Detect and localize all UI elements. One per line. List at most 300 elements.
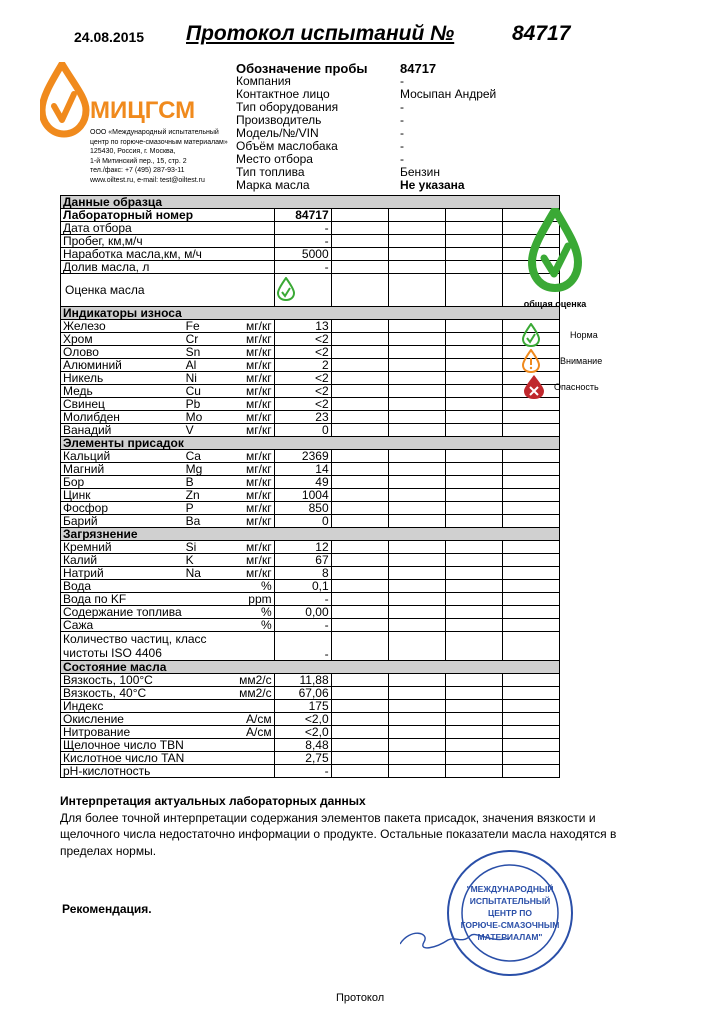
empty-cell (388, 346, 445, 359)
param-name: Алюминий (61, 359, 184, 372)
empty-cell (502, 593, 559, 606)
empty-cell (502, 411, 559, 424)
company-stamp (400, 848, 600, 978)
empty-cell (388, 580, 445, 593)
empty-cell (388, 619, 445, 632)
param-unit: мг/кг (232, 333, 275, 346)
sample-param: Пробег, км,м/ч (61, 235, 275, 248)
param-name: Сажа (61, 619, 184, 632)
empty-cell (445, 424, 502, 437)
oil-eval-label: Оценка масла (61, 274, 275, 307)
empty-cell (502, 489, 559, 502)
table-row (61, 261, 560, 274)
empty-cell (388, 502, 445, 515)
state-param: Окисление (61, 713, 232, 726)
param-unit: мг/кг (232, 320, 275, 333)
param-unit: мг/кг (232, 398, 275, 411)
table-row (61, 502, 560, 515)
empty-cell (445, 359, 502, 372)
param-unit: мг/кг (232, 385, 275, 398)
table-row (61, 515, 560, 528)
param-value: 850 (274, 502, 331, 515)
empty-cell (445, 398, 502, 411)
table-row (61, 235, 560, 248)
param-name: Фосфор (61, 502, 184, 515)
empty-cell (331, 320, 388, 333)
param-symbol: Na (184, 567, 232, 580)
param-symbol: Si (184, 541, 232, 554)
empty-cell (331, 209, 388, 222)
param-symbol: Cr (184, 333, 232, 346)
empty-cell (331, 752, 388, 765)
empty-cell (502, 619, 559, 632)
particles-value: - (274, 632, 331, 661)
results-table (60, 195, 560, 778)
param-symbol: Ba (184, 515, 232, 528)
param-unit: % (232, 619, 275, 632)
param-name: Барий (61, 515, 184, 528)
table-row (61, 541, 560, 554)
empty-cell (388, 765, 445, 778)
param-value: 0,00 (274, 606, 331, 619)
empty-cell (331, 713, 388, 726)
sample-param: Долив масла, л (61, 261, 275, 274)
table-row (61, 674, 560, 687)
section-row (61, 307, 560, 320)
param-unit: мг/кг (232, 554, 275, 567)
table-row (61, 489, 560, 502)
state-unit: А/см (232, 726, 275, 739)
state-value: 175 (274, 700, 331, 713)
empty-cell (445, 713, 502, 726)
param-name: Цинк (61, 489, 184, 502)
param-value: 8 (274, 567, 331, 580)
empty-cell (331, 580, 388, 593)
param-unit: мг/кг (232, 411, 275, 424)
empty-cell (388, 541, 445, 554)
table-row (61, 606, 560, 619)
empty-cell (388, 424, 445, 437)
empty-cell (502, 554, 559, 567)
param-unit: мг/кг (232, 502, 275, 515)
empty-cell (331, 385, 388, 398)
empty-cell (445, 463, 502, 476)
param-name: Бор (61, 476, 184, 489)
empty-cell (331, 274, 388, 307)
empty-cell (388, 261, 445, 274)
empty-cell (502, 463, 559, 476)
param-symbol (184, 619, 232, 632)
empty-cell (331, 333, 388, 346)
section-header: Индикаторы износа (61, 307, 560, 320)
empty-cell (388, 372, 445, 385)
param-name: Хром (61, 333, 184, 346)
section-header: Загрязнение (61, 528, 560, 541)
table-row (61, 411, 560, 424)
table-row (61, 713, 560, 726)
param-symbol: V (184, 424, 232, 437)
param-name: Вода (61, 580, 184, 593)
empty-cell (445, 700, 502, 713)
interpretation-text: Для более точной интерпретации содержания элементов пакета присадок, значения вязкости и щелочного числа недостаточно информации о продукте. Остальные показатели масла находятся в пределах нормы. (60, 810, 617, 858)
empty-cell (445, 372, 502, 385)
param-unit: мг/кг (232, 515, 275, 528)
table-row (61, 222, 560, 235)
sample-param: Наработка масла,км, м/ч (61, 248, 275, 261)
empty-cell (502, 450, 559, 463)
empty-cell (388, 632, 445, 661)
empty-cell (331, 739, 388, 752)
empty-cell (388, 567, 445, 580)
empty-cell (331, 502, 388, 515)
empty-cell (331, 261, 388, 274)
table-row (61, 726, 560, 739)
empty-cell (331, 411, 388, 424)
empty-cell (388, 489, 445, 502)
empty-cell (502, 606, 559, 619)
empty-cell (388, 248, 445, 261)
table-row (61, 700, 560, 713)
param-name: Калий (61, 554, 184, 567)
empty-cell (445, 222, 502, 235)
param-unit: мг/кг (232, 359, 275, 372)
empty-cell (331, 450, 388, 463)
oil-eval-cell (274, 274, 331, 307)
empty-cell (445, 726, 502, 739)
param-value: 13 (274, 320, 331, 333)
param-unit: мг/кг (232, 424, 275, 437)
empty-cell (445, 502, 502, 515)
empty-cell (388, 739, 445, 752)
param-unit: мг/кг (232, 476, 275, 489)
section-row (61, 528, 560, 541)
logo-text: МИЦГСМ (90, 97, 196, 124)
state-unit (232, 739, 275, 752)
empty-cell (331, 567, 388, 580)
sample-param-value: 5000 (274, 248, 331, 261)
param-value: 0,1 (274, 580, 331, 593)
empty-cell (502, 700, 559, 713)
param-value: <2 (274, 385, 331, 398)
table-row (61, 385, 560, 398)
empty-cell (502, 752, 559, 765)
param-value: 1004 (274, 489, 331, 502)
param-name: Ванадий (61, 424, 184, 437)
empty-cell (388, 385, 445, 398)
section-row (61, 661, 560, 674)
table-row (61, 359, 560, 372)
param-value: <2 (274, 346, 331, 359)
param-symbol: Ni (184, 372, 232, 385)
param-symbol: Zn (184, 489, 232, 502)
empty-cell (445, 450, 502, 463)
danger-icon (522, 374, 546, 400)
empty-cell (331, 463, 388, 476)
param-value: 12 (274, 541, 331, 554)
empty-cell (445, 606, 502, 619)
state-value: <2,0 (274, 726, 331, 739)
param-symbol: Mg (184, 463, 232, 476)
empty-cell (331, 541, 388, 554)
company-address: ООО «Международный испытательный центр по горюче-смазочным материалам» 125430, Россия, г. Москва, 1-й Митинский пер., 15, стр. 2 тел./факс: +7 (495) 287-93-11 www.oiltest.ru, e-mail: test@oiltest.ru (90, 129, 228, 184)
empty-cell (502, 541, 559, 554)
param-name: Молибден (61, 411, 184, 424)
param-name: Железо (61, 320, 184, 333)
empty-cell (445, 619, 502, 632)
param-name: Натрий (61, 567, 184, 580)
empty-cell (388, 359, 445, 372)
empty-cell (445, 385, 502, 398)
empty-cell (388, 554, 445, 567)
empty-cell (502, 713, 559, 726)
param-name: Свинец (61, 398, 184, 411)
state-unit: мм2/с (232, 687, 275, 700)
empty-cell (445, 554, 502, 567)
state-param: Вязкость, 100°С (61, 674, 232, 687)
empty-cell (445, 765, 502, 778)
lab-number-label: Лабораторный номер (61, 209, 275, 222)
sample-values: 84717 - Мосыпан Андрей - - - - - Бензин Не указана (400, 61, 497, 192)
empty-cell (445, 274, 502, 307)
sample-param-value: - (274, 261, 331, 274)
svg-text:ИСПЫТАТЕЛЬНЫЙ: ИСПЫТАТЕЛЬНЫЙ (469, 896, 551, 906)
empty-cell (331, 235, 388, 248)
state-param: pH-кислотность (61, 765, 232, 778)
empty-cell (502, 739, 559, 752)
param-value: 23 (274, 411, 331, 424)
empty-cell (445, 346, 502, 359)
recommendation: Рекомендация. (62, 902, 152, 916)
param-value: <2 (274, 372, 331, 385)
empty-cell (445, 593, 502, 606)
section-header: Данные образца (61, 196, 560, 209)
empty-cell (445, 580, 502, 593)
param-unit: мг/кг (232, 372, 275, 385)
table-row (61, 632, 560, 661)
empty-cell (445, 541, 502, 554)
param-value: - (274, 619, 331, 632)
svg-text:ЦЕНТР ПО: ЦЕНТР ПО (488, 908, 532, 918)
overall-label: общая оценка (523, 299, 587, 309)
empty-cell (502, 726, 559, 739)
empty-cell (388, 333, 445, 346)
empty-cell (445, 674, 502, 687)
param-name: Кальций (61, 450, 184, 463)
table-row (61, 593, 560, 606)
particles-label: Количество частиц, класс чистоты ISO 4406 (61, 632, 275, 661)
param-value: 2369 (274, 450, 331, 463)
empty-cell (388, 320, 445, 333)
param-value: 0 (274, 515, 331, 528)
param-value: 0 (274, 424, 331, 437)
empty-cell (331, 619, 388, 632)
param-symbol: Pb (184, 398, 232, 411)
empty-cell (388, 398, 445, 411)
page-footer: Протокол (336, 992, 385, 1004)
table-row (61, 687, 560, 700)
state-unit: А/см (232, 713, 275, 726)
table-row (61, 752, 560, 765)
empty-cell (502, 424, 559, 437)
empty-cell (331, 632, 388, 661)
empty-cell (445, 320, 502, 333)
empty-cell (388, 463, 445, 476)
param-value: - (274, 593, 331, 606)
empty-cell (388, 752, 445, 765)
state-unit (232, 765, 275, 778)
param-unit: мг/кг (232, 541, 275, 554)
empty-cell (331, 489, 388, 502)
param-unit: % (232, 580, 275, 593)
empty-cell (388, 687, 445, 700)
legend-attention: Внимание (522, 348, 602, 374)
rating-legend (522, 322, 602, 400)
table-row (61, 476, 560, 489)
param-symbol: K (184, 554, 232, 567)
empty-cell (502, 580, 559, 593)
empty-cell (502, 674, 559, 687)
empty-cell (502, 632, 559, 661)
param-symbol: Al (184, 359, 232, 372)
report-date: 24.08.2015 (74, 29, 145, 45)
param-unit: мг/кг (232, 463, 275, 476)
state-param: Нитрование (61, 726, 232, 739)
param-unit: % (232, 606, 275, 619)
param-symbol (184, 580, 232, 593)
empty-cell (445, 489, 502, 502)
param-symbol: Mo (184, 411, 232, 424)
param-symbol: Ca (184, 450, 232, 463)
empty-cell (502, 502, 559, 515)
empty-cell (445, 235, 502, 248)
state-value: 67,06 (274, 687, 331, 700)
table-row (61, 333, 560, 346)
empty-cell (502, 515, 559, 528)
param-symbol: Fe (184, 320, 232, 333)
svg-text:"МЕЖДУНАРОДНЫЙ: "МЕЖДУНАРОДНЫЙ (466, 884, 554, 894)
param-name: Содержание топлива (61, 606, 184, 619)
empty-cell (331, 687, 388, 700)
lab-number-value: 84717 (274, 209, 331, 222)
empty-cell (331, 606, 388, 619)
param-symbol (184, 593, 232, 606)
section-row (61, 196, 560, 209)
param-unit: мг/кг (232, 450, 275, 463)
section-row (61, 437, 560, 450)
empty-cell (445, 752, 502, 765)
state-value: 11,88 (274, 674, 331, 687)
param-name: Кремний (61, 541, 184, 554)
table-row (61, 346, 560, 359)
empty-cell (388, 235, 445, 248)
table-row (61, 398, 560, 411)
table-row (61, 567, 560, 580)
table-row (61, 320, 560, 333)
empty-cell (502, 687, 559, 700)
param-name: Олово (61, 346, 184, 359)
table-row (61, 765, 560, 778)
empty-cell (331, 222, 388, 235)
empty-cell (388, 515, 445, 528)
svg-text:ГОРЮЧЕ-СМАЗОЧНЫМ: ГОРЮЧЕ-СМАЗОЧНЫМ (460, 920, 560, 930)
empty-cell (445, 515, 502, 528)
section-header: Элементы присадок (61, 437, 560, 450)
empty-cell (502, 765, 559, 778)
empty-cell (445, 687, 502, 700)
empty-cell (331, 476, 388, 489)
empty-cell (388, 209, 445, 222)
state-value: <2,0 (274, 713, 331, 726)
empty-cell (445, 632, 502, 661)
param-value: 14 (274, 463, 331, 476)
param-value: <2 (274, 333, 331, 346)
empty-cell (331, 346, 388, 359)
sample-param: Дата отбора (61, 222, 275, 235)
state-param: Индекс (61, 700, 232, 713)
param-value: <2 (274, 398, 331, 411)
table-row (61, 209, 560, 222)
empty-cell (388, 726, 445, 739)
state-unit: мм2/с (232, 674, 275, 687)
empty-cell (502, 567, 559, 580)
empty-cell (388, 450, 445, 463)
empty-cell (388, 476, 445, 489)
param-name: Медь (61, 385, 184, 398)
param-symbol (184, 606, 232, 619)
empty-cell (331, 700, 388, 713)
attention-icon (522, 349, 540, 373)
param-symbol: Cu (184, 385, 232, 398)
empty-cell (331, 398, 388, 411)
empty-cell (445, 739, 502, 752)
table-row (61, 580, 560, 593)
empty-cell (388, 593, 445, 606)
param-symbol: P (184, 502, 232, 515)
report-number: 84717 (512, 22, 571, 45)
table-row (61, 463, 560, 476)
interpretation-title: Интерпретация актуальных лабораторных данных (60, 794, 366, 808)
empty-cell (388, 674, 445, 687)
table-row (61, 554, 560, 567)
empty-cell (445, 411, 502, 424)
empty-cell (331, 359, 388, 372)
empty-cell (502, 476, 559, 489)
table-row (61, 248, 560, 261)
table-row (61, 450, 560, 463)
empty-cell (388, 606, 445, 619)
empty-cell (445, 261, 502, 274)
param-value: 67 (274, 554, 331, 567)
param-unit: мг/кг (232, 489, 275, 502)
param-symbol: Sn (184, 346, 232, 359)
table-row (61, 619, 560, 632)
empty-cell (331, 248, 388, 261)
empty-cell (331, 726, 388, 739)
param-name: Магний (61, 463, 184, 476)
overall-ok-icon (526, 208, 584, 292)
empty-cell (445, 567, 502, 580)
empty-cell (331, 515, 388, 528)
sample-labels: Обозначение пробы Компания Контактное лицо Тип оборудования Производитель Модель/№/VIN Объём маслобака Место отбора Тип топлива Марка масла (236, 61, 368, 192)
param-value: 49 (274, 476, 331, 489)
state-value: - (274, 765, 331, 778)
empty-cell (331, 424, 388, 437)
state-param: Щелочное число TBN (61, 739, 232, 752)
empty-cell (388, 274, 445, 307)
sample-param-value: - (274, 222, 331, 235)
empty-cell (331, 372, 388, 385)
param-value: 2 (274, 359, 331, 372)
